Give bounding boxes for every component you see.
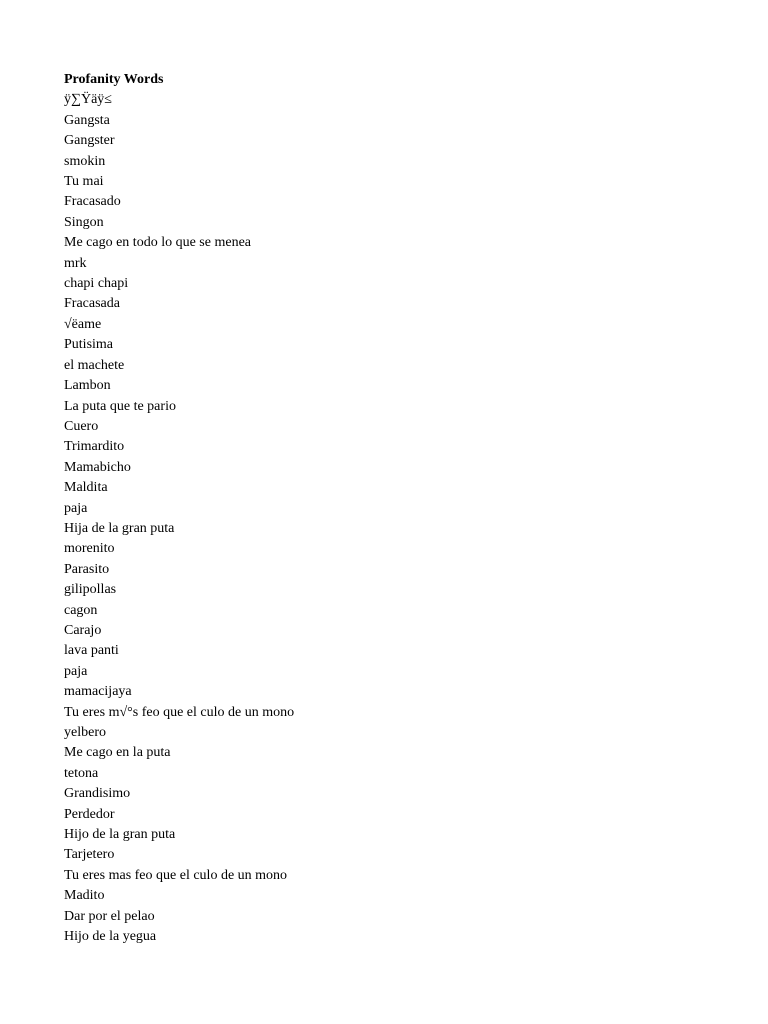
- list-item: Tarjetero: [64, 847, 115, 863]
- list-item: Carajo: [64, 622, 102, 638]
- list-item: √ëame: [64, 316, 102, 332]
- list-item: Parasito: [64, 561, 110, 577]
- list-item: Fracasado: [64, 194, 121, 210]
- list-item: Me cago en la puta: [64, 745, 171, 761]
- word-list: [64, 90, 744, 947]
- list-item: cagon: [64, 602, 98, 618]
- list-item: el machete: [64, 357, 125, 373]
- list-item: Dar por el pelao: [64, 908, 155, 924]
- list-item: Hija de la gran puta: [64, 520, 175, 536]
- list-item: Hijo de la yegua: [64, 929, 157, 945]
- list-item: gilipollas: [64, 582, 117, 598]
- list-item: Gangster: [64, 133, 115, 149]
- list-item: Madito: [64, 888, 105, 904]
- list-item: Gangsta: [64, 112, 110, 128]
- list-item: Lambon: [64, 378, 111, 394]
- list-item: Maldita: [64, 480, 108, 496]
- list-item: morenito: [64, 541, 115, 557]
- list-item: yelbero: [64, 725, 106, 740]
- document-page: [64, 70, 744, 947]
- list-item: mrk: [64, 255, 87, 271]
- list-item: ÿ∑Ÿäÿ≤: [64, 92, 112, 108]
- list-item: tetona: [64, 765, 99, 781]
- list-item: Putisima: [64, 337, 114, 353]
- list-item: mamacijaya: [64, 684, 132, 700]
- list-item: Cuero: [64, 418, 99, 434]
- list-item: Singon: [64, 214, 104, 230]
- list-item: Mamabicho: [64, 459, 131, 475]
- list-item: Tu eres mas feo que el culo de un mono: [64, 867, 288, 883]
- list-item: Hijo de la gran puta: [64, 827, 176, 843]
- list-item: Trimardito: [64, 439, 125, 455]
- list-item: Tu mai: [64, 174, 104, 190]
- document-title: Profanity Words: [64, 72, 164, 87]
- list-item: Me cago en todo lo que se menea: [64, 235, 251, 251]
- list-item: smokin: [64, 153, 106, 169]
- list-item: Fracasada: [64, 296, 120, 312]
- list-item: paja: [64, 500, 88, 516]
- list-item: chapi chapi: [64, 276, 129, 292]
- list-item: Perdedor: [64, 806, 115, 822]
- list-item: paja: [64, 663, 88, 679]
- list-item: Tu eres m√°s feo que el culo de un mono: [64, 704, 295, 720]
- list-item: Grandisimo: [64, 786, 131, 802]
- list-item: La puta que te pario: [64, 398, 176, 414]
- list-item: lava panti: [64, 643, 119, 659]
